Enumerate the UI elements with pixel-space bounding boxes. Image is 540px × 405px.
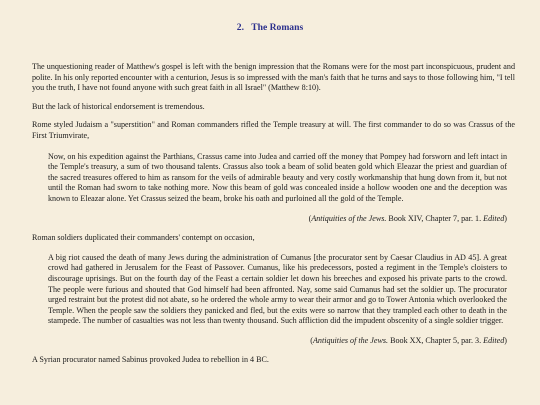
section-title: The Romans <box>251 22 304 33</box>
document-body <box>32 62 515 366</box>
citation-second-work: Antiquities of the Jews. <box>312 335 389 345</box>
citation-first: (Antiquities of the Jews. Book XIV, Chapter 7, par. 1. Edited) <box>308 213 507 223</box>
block-quote-crassus: Now, on his expedition against the Parthians, Crassus came into Judea and carried off the money that Pompey had forsworn and left intact in the Temple's treasury, a sum of two thousand talents. Crassus also took a beam of solid beaten gold which Eleazar the priest and guardian of the sacred treasures offered to him as ransom for the veils of admirable beauty and very costly workmanship that hung down from it, but not until the Roman had sworn to take nothing more. Now this beam of gold was concealed inside a hollow wooden one and the deception was known to Eleazar alone. Yet Crassus seized the beam, broke his oath and purloined all the gold of the Temple. <box>48 151 507 203</box>
citation-first-work: Antiquities of the Jews. <box>311 213 387 223</box>
citation-second-ref: Book XX, Chapter 5, par. 3. <box>388 335 484 345</box>
paragraph-syrian: A Syrian procurator named Sabinus provoked Judea to rebellion in 4 BC. <box>32 355 269 365</box>
paragraph-lack: But the lack of historical endorsement is tremendous. <box>32 101 205 111</box>
citation-second-edited: Edited <box>483 335 505 345</box>
citation-second: (Antiquities of the Jews. Book XX, Chapter 5, par. 3. Edited) <box>310 335 507 345</box>
paragraph-intro: The unquestioning reader of Matthew's gospel is left with the benign impression that the Romans were for the most part inconspicuous, prudent and polite. In his only reported encounter with a centurion, Jesus is so impressed with the man's faith that he turns and says to those following him, "I tell you the truth, I have not found anyone with such great faith in all Israel" (Matthew 8:10). <box>32 62 515 93</box>
citation-first-ref: Book XIV, Chapter 7, par. 1. <box>386 213 484 223</box>
paragraph-rome: Rome styled Judaism a "superstition" and Roman commanders rifled the Temple treasury at will. The first commander to do so was Crassus of the First Triumvirate, <box>32 120 515 140</box>
citation-first-edited: Edited <box>483 213 505 223</box>
section-number: 2. <box>236 22 244 33</box>
section-heading <box>0 22 540 34</box>
paragraph-duplicated: Roman soldiers duplicated their commanders' contempt on occasion, <box>32 233 255 243</box>
block-quote-cumanus: A big riot caused the death of many Jews during the administration of Cumanus [the procurator sent by Caesar Claudius in AD 45]. A great crowd had gathered in Jerusalem for the Feast of Passover. Cumanus, like his predecessors, posted a regiment in the Temple's cloisters to discourage uprisings. But on the fourth day of the Feast a certain soldier let down his breeches and exposed his private parts to the crowd. The people were furious and shouted that God himself had been affronted. Nay, some said Cumanus had set the soldier up. The procurator urged restraint but the protest did not abate, so he ordered the whole army to wear their armor and go to Tower Antonia which overlooked the Temple. When the people saw the soldiers they panicked and fled, but the exits were so narrow that they trampled each other to death in the stampede. The number of casualties was not less than twenty thousand. Such affliction did the impudent obscenity of a single soldier trigger. <box>48 252 507 326</box>
